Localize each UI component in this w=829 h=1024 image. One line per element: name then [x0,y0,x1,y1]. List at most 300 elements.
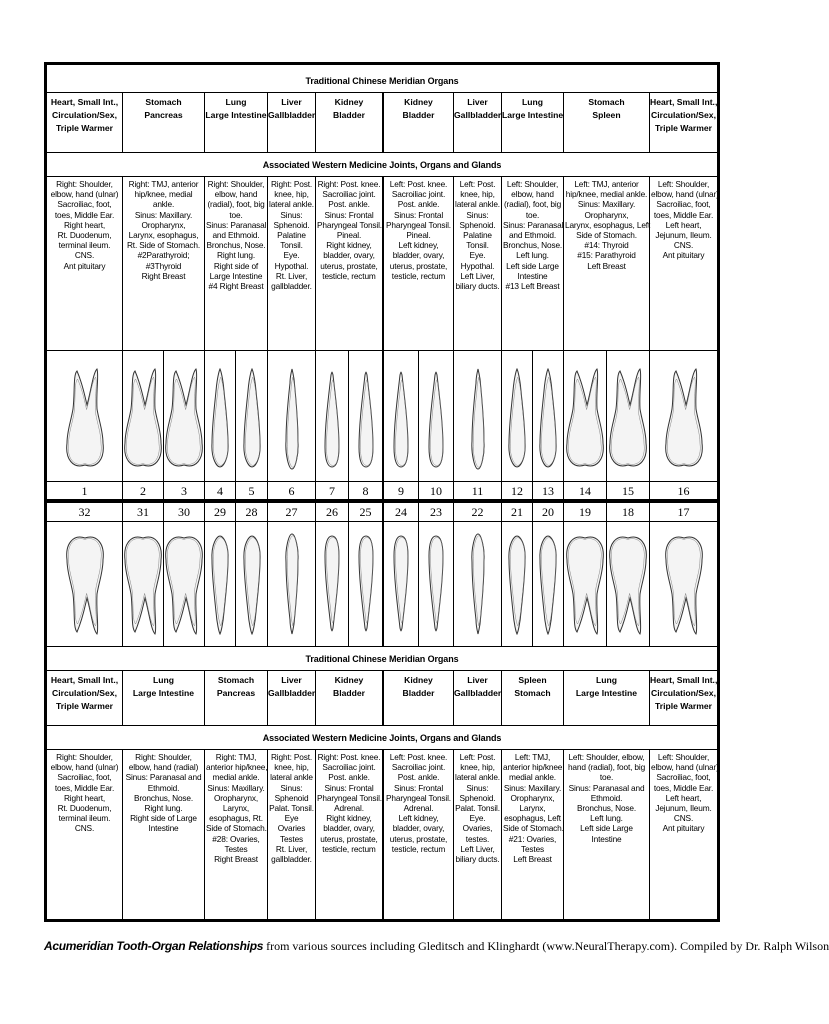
top-assoc-line: #14: Thyroid [584,240,629,251]
bottom-assoc-line: Post. ankle. [328,772,370,783]
tooth-cell [236,351,268,481]
bottom-organ-cell [205,671,268,725]
top-assoc-line: Right: Post. [270,179,313,189]
tooth-cell [502,522,533,646]
tooth-cell [123,522,164,646]
bottom-assoc-line: Right: Shoulder, [135,752,192,762]
tooth-cell [47,522,123,646]
top-assoc-line: Tonsil. [280,240,303,251]
top-assoc-cell [502,177,564,350]
bottom-assoc-line: Palat. Tonsil. [269,803,314,814]
top-assoc-line: Eye. [283,250,300,261]
bottom-assoc-line: Right lung. [144,803,183,814]
bottom-assoc-line: Left: Shoulder, elbow, [568,752,645,762]
bottom-organ-cell [47,671,123,725]
bottom-organ-cell [268,671,316,725]
top-organ-line: Kidney [404,97,433,107]
top-organs-row [47,92,717,152]
top-assoc-line: Large Intestine [209,270,263,281]
tooth-number: 30 [164,503,205,521]
bottom-assoc-line: toes, Middle Ear. [653,782,714,793]
bottom-organ-line: Triple Warmer [655,701,712,711]
tooth-number: 17 [677,505,690,519]
bottom-assoc-line: Left: Post. [459,752,496,762]
bottom-assoc-line: lateral ankle. [455,772,500,783]
tooth-icon [563,532,607,636]
tooth-cell [349,522,384,646]
tooth-icon [280,532,304,636]
bottom-assoc-line: Left: TMJ, [514,752,551,762]
bottom-assoc-cell [454,750,502,919]
tooth-icon [535,367,561,471]
bottom-assoc-cell [123,750,205,919]
bottom-assoc-line: Jejunum, Ileum. [655,803,712,814]
top-assoc-line: CNS. [74,250,95,261]
top-assoc-line: Left Liver, [460,270,495,281]
top-assoc-line: biliary ducts. [455,281,500,292]
bottom-assoc-line: Left kidney, [398,813,439,824]
top-assoc-line: toes, Middle Ear. [54,209,115,220]
top-organ-cell [564,93,650,152]
tooth-icon [424,367,448,471]
top-assoc-line: Larynx, esophagus, Left [565,219,651,230]
bottom-assoc-line: Sinus: Paranasal and [568,782,645,793]
bottom-organ-cell [454,671,502,725]
tooth-icon [662,367,706,471]
bottom-assoc-line: Intestine [148,823,179,834]
top-assoc-line: Pineal. [406,230,431,241]
top-organ-line: Lung [522,97,543,107]
top-assoc-line: Palatine [277,230,306,241]
bottom-assoc-line: Intestine [591,833,622,844]
bottom-organ-line: Heart, Small Int., [650,675,718,685]
tooth-number: 1 [47,482,123,499]
tooth-cell [502,351,533,481]
tooth-icon [121,367,165,471]
top-organ-line: Heart, Small Int., [50,97,119,107]
tooth-icon [239,532,265,636]
bottom-assoc-line: Side of Stomach. [503,823,564,834]
top-assoc-line: Sinus: [280,209,303,220]
bottom-assoc-line: medial ankle. [212,772,260,783]
top-assoc-line: (radial), foot, big [207,199,265,210]
top-assoc-line: Larynx, esophagus, [128,230,199,241]
tooth-cell [205,522,236,646]
top-assoc-line: Sinus: Maxillary. [134,209,193,220]
bottom-assoc-line: Sinus: [280,782,303,793]
tooth-number: 26 [316,503,349,521]
tooth-cell [607,351,650,481]
bottom-organ-cell [316,671,384,725]
bottom-organ-line: Kidney [404,675,433,685]
bottom-assoc-line: Testes [224,843,248,854]
top-assoc-cell [268,177,316,350]
top-assoc-line: Ant pituitary [63,260,106,271]
tooth-icon [424,532,448,636]
top-assoc-line: Left Breast [587,260,626,271]
top-assoc-row [47,176,717,350]
top-assoc-line: Sacroiliac joint. [391,189,446,200]
bottom-assoc-cell [564,750,650,919]
footer-title-a: Acumeridian Tooth-Organ [44,939,186,953]
top-assoc-line: #13 Left Breast [505,281,560,292]
tooth-icon [466,367,490,471]
bottom-assoc-line: Larynx, [519,803,546,814]
top-assoc-line: CNS. [673,240,694,251]
bottom-assoc-line: hand (radial), foot, big [567,762,646,773]
top-assoc-line: uterus, prostate, [320,260,378,271]
top-assoc-line: terminal ileum. [58,240,111,251]
bottom-organ-line: Circulation/Sex, [52,688,117,698]
bottom-assoc-line: testes. [465,833,490,844]
top-organ-cell [316,93,384,152]
top-organ-cell [47,93,123,152]
tooth-number: 7 [316,482,349,499]
tooth-cell [316,351,349,481]
top-assoc-line: and Ethmoid. [508,230,557,241]
bottom-assoc-line: Sinus: Frontal [393,782,444,793]
top-organ-line: Large Intestine [205,110,267,120]
bottom-assoc-cell [316,750,384,919]
top-assoc-line: Intestine [517,270,548,281]
bottom-assoc-line: testicle, rectum [322,843,376,854]
bottom-assoc-line: Left Breast [513,854,552,865]
top-assoc-line: Right kidney, [326,240,372,251]
bottom-organ-line: Triple Warmer [56,701,113,711]
tooth-icon [535,532,561,636]
tooth-icon [389,367,413,471]
tooth-icon [207,532,233,636]
top-assoc-cell [316,177,384,350]
top-organ-line: Lung [225,97,247,107]
bottom-assoc-line: Left lung. [590,813,623,824]
tooth-number: 21 [502,503,533,521]
bottom-assoc-line: esophagus, Rt. [209,813,263,824]
top-assoc-line: toe. [525,209,540,220]
bottom-organ-line: Large Intestine [575,688,638,698]
bottom-assoc-line: Bronchus, Nose. [576,803,637,814]
footer-title-b: Relationships [188,939,264,953]
bottom-assoc-line: Sacroiliac, foot, [656,772,711,783]
tooth-cell [454,522,502,646]
bottom-assoc-line: anterior hip/knee, [206,762,268,773]
top-organ-cell [268,93,316,152]
bottom-assoc-line: Bronchus, Nose. [133,792,194,803]
top-organ-line: Liver [467,97,488,107]
top-organ-line: Triple Warmer [56,123,113,133]
bottom-assoc-line: knee, hip, [274,762,309,773]
top-assoc-line: knee, hip, [460,189,495,200]
tooth-number: 5 [236,482,268,499]
tooth-cell [564,522,607,646]
top-assoc-line: Tonsil. [466,240,489,251]
tooth-number: 27 [268,503,316,521]
bottom-assoc-line: Adrenal. [334,803,364,814]
top-assoc-line: Left lung. [516,250,549,261]
tooth-icon [207,367,233,471]
bottom-assoc-line: CNS. [673,813,694,824]
bottom-assoc-line: Sinus: Paranasal and [125,772,202,783]
bottom-assoc-line: Right: Shoulder, [56,752,113,762]
tooth-icon [63,532,107,636]
bottom-assoc-line: #21: Ovaries, [508,833,557,844]
bottom-assoc-line: Testes [279,833,304,844]
top-assoc-line: Right: TMJ, anterior [128,179,199,189]
bottom-assoc-line: testicle, rectum [391,843,446,854]
bottom-organ-line: Heart, Small Int., [50,675,119,685]
tooth-number: 19 [564,503,607,521]
top-assoc-line: Left: Shoulder, [506,179,559,189]
bottom-assoc-line: Pharyngeal Tonsil. [386,792,451,803]
tooth-icon [662,532,706,636]
bottom-organ-line: Circulation/Sex, [651,688,716,698]
top-assoc-line: Right: Shoulder, [207,179,265,189]
top-organ-line: Circulation/Sex, [52,110,117,120]
top-assoc-line: Sinus: Paranasal [206,219,267,230]
top-assoc-line: Left: Post. [459,179,496,189]
bottom-teeth-row [47,521,717,646]
tooth-number: 12 [502,482,533,499]
tooth-cell [205,351,236,481]
bottom-assoc-line: Right kidney, [326,813,372,824]
tooth-cell [236,522,268,646]
bottom-assoc-line: Sinus: Maxillary. [207,782,265,793]
tooth-number: 6 [268,482,316,499]
bottom-organ-line: Spleen [518,675,547,685]
tooth-number: 18 [607,503,650,521]
tooth-icon [389,532,413,636]
top-assoc-line: (radial), foot, big [503,199,562,210]
bottom-organ-line: Lung [153,675,174,685]
top-assoc-line: testicle, rectum [322,270,376,281]
tooth-number: 8 [349,482,384,499]
tooth-icon [121,532,165,636]
bottom-assoc-cell [205,750,268,919]
bottom-assoc-line: Oropharynx, [510,792,555,803]
top-organ-line: Gallbladder [454,110,502,120]
top-assoc-line: Left side Large [506,260,559,271]
bottom-organ-line: Liver [467,675,488,685]
tooth-icon [354,367,378,471]
top-organ-cell [454,93,502,152]
top-assoc-line: Bronchus, Nose. [503,240,563,251]
tooth-icon [354,532,378,636]
bottom-assoc-line: esophagus, Left [504,813,561,824]
top-organ-line: Circulation/Sex, [651,110,716,120]
top-assoc-title: Associated Western Medicine Joints, Organs and Glands [262,160,502,170]
top-assoc-line: knee, hip, [274,189,309,200]
top-assoc-line: Right Breast [141,270,186,281]
bottom-assoc-line: Sinus: [466,782,489,793]
bottom-assoc-line: Eye [284,813,299,824]
bottom-organ-line: Kidney [334,675,364,685]
bottom-tooth-numbers [47,503,717,521]
top-assoc-cell [205,177,268,350]
bottom-assoc-line: elbow, hand (ulnar) [50,762,119,773]
tooth-cell [164,351,205,481]
bottom-assoc-line: Rt. Duodenum, [57,803,112,814]
top-tooth-numbers [47,481,717,499]
top-assoc-cell [454,177,502,350]
bottom-assoc-title-row [47,725,717,749]
top-assoc-line: Right lung. [216,250,255,261]
tooth-number: 3 [164,482,205,499]
bottom-organ-line: Pancreas [216,688,256,698]
top-assoc-line: bladder, ovary, [392,250,445,261]
top-section-title: Traditional Chinese Meridian Organs [305,76,459,86]
bottom-organ-line: Lung [596,675,617,685]
bottom-organ-cell [650,671,717,725]
tooth-number: 13 [533,482,564,499]
bottom-assoc-row [47,749,717,919]
top-organ-line: Kidney [334,97,364,107]
tooth-number: 29 [205,503,236,521]
top-assoc-line: #2Parathyroid; [137,250,190,261]
top-assoc-line: Hypothal. [274,260,309,271]
footer-source: from various sources including Gleditsch and Klinghardt (www.NeuralTherapy.com). Compiled by Dr. Ralph Wilson [266,939,829,953]
bottom-section-title-row [47,646,717,670]
top-assoc-line: Right heart, [63,219,106,230]
top-organ-line: Heart, Small Int., [650,97,718,107]
bottom-assoc-line: Right Breast [214,854,258,865]
tooth-icon [320,367,344,471]
top-assoc-line: Sinus: Frontal [324,209,374,220]
bottom-assoc-line: Larynx, [222,803,250,814]
tooth-number: 24 [384,503,419,521]
tooth-cell [650,522,717,646]
top-assoc-line: Sacroiliac, foot, [57,199,112,210]
top-assoc-line: gallbladder. [271,281,312,292]
top-assoc-line: hip/knee, medial [134,189,193,200]
bottom-assoc-line: Right: TMJ, [215,752,257,762]
bottom-assoc-line: medial ankle. [509,772,556,783]
tooth-cell [607,522,650,646]
bottom-assoc-line: Sacroiliac, foot, [57,772,112,783]
top-assoc-line: #3Thyroid [145,260,182,271]
tooth-cell [123,351,164,481]
bottom-organ-line: Gallbladder [454,688,502,698]
footer-caption [44,939,829,954]
bottom-organ-line: Stomach [514,688,551,698]
tooth-number: 32 [47,503,123,521]
tooth-cell [564,351,607,481]
bottom-assoc-line: Right side of Large [130,813,197,824]
bottom-section-title: Traditional Chinese Meridian Organs [305,654,459,664]
bottom-assoc-line: lateral ankle [270,772,313,783]
bottom-assoc-line: Sacroiliac joint. [322,762,376,773]
top-assoc-line: Oropharynx, [141,219,186,230]
bottom-assoc-title: Associated Western Medicine Joints, Organs and Glands [262,733,502,743]
bottom-assoc-line: Sacroiliac joint. [391,762,446,773]
top-assoc-line: Sinus: Maxillary. [577,199,636,210]
bottom-assoc-line: elbow, hand (radial) [128,762,199,773]
top-organ-line: Triple Warmer [655,123,712,133]
tooth-organ-chart [44,62,720,922]
bottom-organ-line: Gallbladder [268,688,316,698]
bottom-organ-line: Bladder [402,688,435,698]
bottom-assoc-line: elbow, hand (ulnar) [651,762,719,773]
top-assoc-line: Jejunum, Ileum. [655,230,712,241]
top-organ-line: Liver [281,97,302,107]
bottom-assoc-line: Pharyngeal Tonsil. [317,792,382,803]
top-assoc-line: Sinus: Frontal [393,209,444,220]
top-assoc-line: Hypothal. [460,260,495,271]
bottom-assoc-line: Testes [520,843,545,854]
tooth-icon [466,532,490,636]
top-assoc-line: and Ethmoid. [212,230,260,241]
tooth-number: 2 [123,482,164,499]
top-organ-line: Gallbladder [268,110,316,120]
bottom-assoc-line: Right: Post. [270,752,313,762]
bottom-assoc-line: Rt. Liver, [275,843,308,854]
top-assoc-line: Oropharynx, [584,209,629,220]
bottom-assoc-line: Left side Large [580,823,633,834]
top-assoc-line: Sinus: Paranasal [503,219,564,230]
top-assoc-line: Post. ankle. [397,199,440,210]
top-assoc-line: Left: Post. knee. [389,179,448,189]
bottom-assoc-line: Post. ankle. [397,772,440,783]
bottom-organ-line: Bladder [333,688,365,698]
top-assoc-line: #4 Right Breast [208,281,264,292]
top-assoc-line: uterus, prostate, [389,260,448,271]
bottom-assoc-line: Left: Post. knee. [389,752,448,762]
tooth-cell [268,351,316,481]
tooth-icon [63,367,107,471]
tooth-cell [316,522,349,646]
bottom-organs-row [47,670,717,725]
top-assoc-line: Left heart, [665,219,702,230]
tooth-number: 9 [384,482,419,499]
bottom-assoc-cell [502,750,564,919]
bottom-assoc-line: Oropharynx, [213,792,258,803]
bottom-assoc-line: Sphenoid [274,792,309,803]
top-teeth-row [47,350,717,481]
bottom-assoc-line: Ethmoid. [147,782,180,793]
bottom-organ-line: Large Intestine [132,688,195,698]
tooth-number: 16 [677,484,690,498]
top-assoc-line: Left: Shoulder, [657,179,710,189]
top-assoc-line: Pharyngeal Tonsil. [317,219,382,230]
top-assoc-line: Bronchus, Nose. [206,240,266,251]
bottom-assoc-cell [384,750,454,919]
top-assoc-line: Sacroiliac joint. [322,189,376,200]
bottom-assoc-line: Right: Post. knee. [317,752,381,762]
bottom-assoc-line: uterus, prostate, [320,833,378,844]
tooth-number: 28 [236,503,268,521]
top-assoc-line: Ant pituitary [662,250,705,261]
bottom-organ-cell [123,671,205,725]
tooth-cell [47,351,123,481]
top-assoc-line: lateral ankle. [269,199,314,210]
top-assoc-cell [384,177,454,350]
bottom-assoc-line: Ovaries [277,823,306,834]
tooth-number: 10 [419,482,454,499]
top-organ-line: Bladder [333,110,365,120]
top-organ-cell [650,93,717,152]
top-organ-line: Stomach [588,97,625,107]
top-organ-line: Pancreas [144,110,183,120]
bottom-assoc-line: Adrenal. [403,803,434,814]
top-assoc-line: Sacroiliac, foot, [656,199,711,210]
bottom-assoc-line: Sphenoid. [459,792,496,803]
bottom-assoc-line: #28: Ovaries, [212,833,260,844]
bottom-assoc-cell [650,750,717,919]
bottom-assoc-line: gallbladder. [271,854,312,865]
top-assoc-line: Left: TMJ, anterior [574,179,639,189]
tooth-cell [164,522,205,646]
top-organ-cell [205,93,268,152]
bottom-assoc-line: bladder, ovary, [392,823,445,834]
